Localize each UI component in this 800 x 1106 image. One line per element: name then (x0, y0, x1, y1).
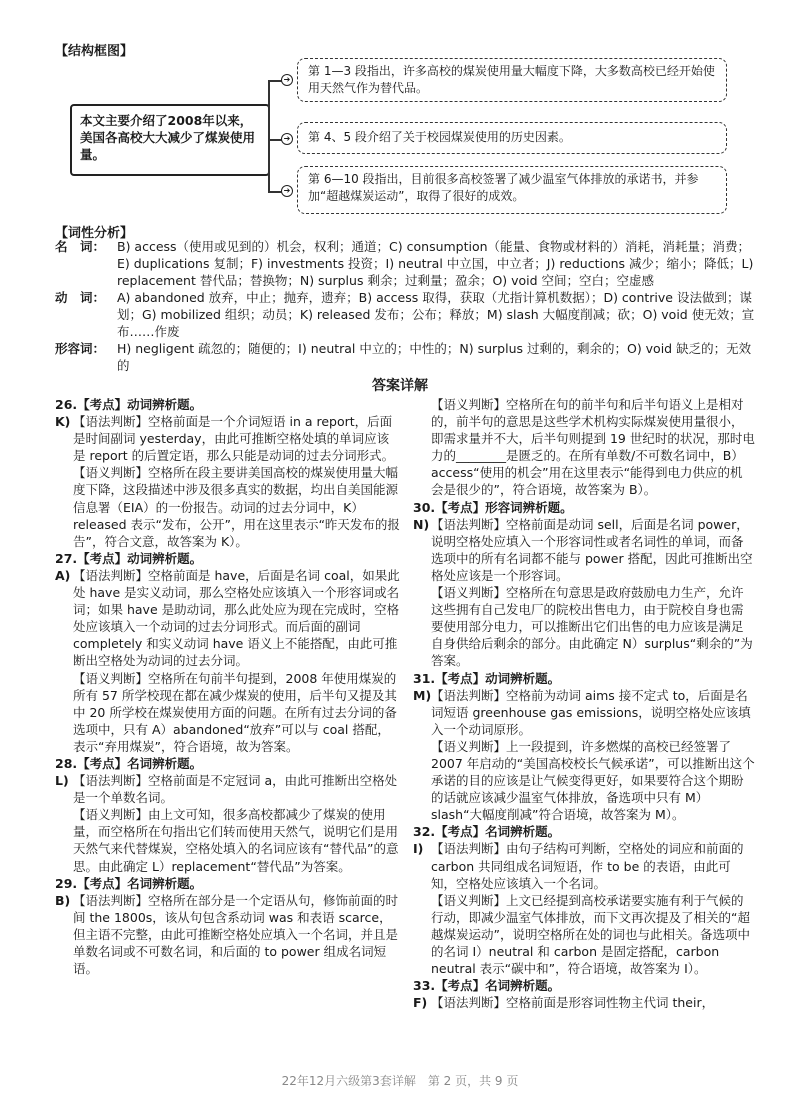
semantic-para: 【语义判断】由上文可知，很多高校都减少了煤炭的使用量，而空格所在句指出它们转而使用天然气，说明它们是用天然气来代替煤炭，空格处填入的名词应该有“替代品”的意思。由此确定 L）replacement“替代品”为答案。 (73, 807, 399, 874)
semantic-para: 【语义判断】上一段提到，许多燃煤的高校已经签署了 2007 年启动的“美国高校校长气候承诺”，可以推断出这个承诺的目的应该是让气候变得更好，如果要符合这个期盼的话就应该减少温室气体排放，备选项中只有 M）slash“大幅度削减”符合语境，故答案为 M）。 (431, 738, 755, 823)
semantic-para: 【语义判断】上文已经提到高校承诺要实施有利于气候的行动，即减少温室气体排放，而下文再次提及了相关的“超越煤炭运动”，说明空格所在处的词也与此相关。备选项中的名词 I）neutral 和 carbon 是固定搭配，carbon neutral 表示“碳中和”，符合语境，故答案为 I）。 (431, 892, 750, 977)
answers-title: 答案详解 (372, 378, 428, 394)
answer-block: B) 【语法判断】空格所在部分是一个定语从句，修饰前面的时间 the 1800s，该从句包含系动词 was 和表语 scarce，但主语不完整，由此可推断空格处应填入一个名词，并且是单数名词或不可数名词，和后面的 to power 组成名词短语。 (55, 892, 399, 977)
right-column (413, 396, 755, 1011)
answer-block: N) 【语法判断】空格前面是动词 sell，后面是名词 power，说明空格处应填入一个形容词性或者名词性的单词，而备选项中的所有名词都不能与 power 搭配，因此可推断出空格处应该是一个形容词。 (413, 516, 753, 583)
arrow-icon: ➔ (281, 133, 293, 145)
left-column (55, 396, 400, 977)
connector-vertical (268, 80, 270, 192)
pos-heading: 【词性分析】 (55, 226, 134, 241)
question-header: 26.【考点】动词辨析题。 (55, 397, 203, 412)
answer-block: K) 【语法判断】空格前面是一个介词短语 in a report，后面是时间副词 yesterday，由此可推断空格处填的单词应该是 report 的后置定语，那么只能是动词的过去分词形式。 (55, 414, 395, 464)
pos-label: 动 词： (55, 290, 106, 305)
page-footer: 22年12月六级第3套详解 第 2 页，共 9 页 (281, 1074, 519, 1088)
question-header: 28.【考点】名词辨析题。 (55, 755, 203, 771)
semantic-para: 【语义判断】空格所在句前半句提到，2008 年使用煤炭的所有 57 所学校现在都在减少煤炭的使用，后半句又提及其中 20 所学校在煤炭使用方面的问题。在所有过去分词的备选项中，只有 A）abandoned“放弃”可以与 coal 搭配，表示“弃用煤炭”，符合语境，故为答案。 (73, 670, 397, 754)
pos-text: B) access（使用或见到的）机会，权利；通道；C) consumption（能量、食物或材料的）消耗，消耗量；消费；E) duplications 复制；F) investments 投资；I) neutral 中立国，中立者；J) reductions 减少；缩小；降低；L) replacement 替代品；替换物；N) surplus 剩余；过剩量；盈余；O) void 空间；空白；空虚感 (117, 239, 754, 288)
semantic-para: 【语义判断】空格所在句意思是政府鼓励电力生产，允许这些拥有自己发电厂的院校出售电力，由于院校自身也需要使用部分电力，可以推断出它们出售的电力应该是满足自身供给后剩余的部分。由此确定 N）surplus“剩余的”为答案。 (431, 585, 753, 669)
answer-block: A) 【语法判断】空格前面是 have，后面是名词 coal，如果此处 have 是实义动词，那么空格处应该填入一个形容词或名词；如果 have 是助动词，那么此处应为现在完成时，空格处应该填入一个动词的过去分词形式。而后面的副词 completely 和实义动词 have 语义上不能搭配，由此可推断出空格处为动词的过去分词。 (55, 567, 400, 669)
question-header: 33.【考点】名词辨析题。 (413, 978, 561, 994)
pos-text: H) negligent 疏忽的；随便的；I) neutral 中立的；中性的；N) surplus 过剩的，剩余的；O) void 缺乏的；无效的 (117, 341, 752, 373)
question-header: 31.【考点】动词辨析题。 (413, 670, 561, 686)
question-header: 32.【考点】名词辨析题。 (413, 824, 561, 840)
arrow-icon: ➔ (281, 74, 293, 86)
pos-row-adj (55, 340, 755, 374)
arrow-icon: ➔ (281, 185, 293, 197)
question-header: 27.【考点】动词辨析题。 (55, 550, 203, 566)
structure-heading: 【结构框图】 (55, 44, 134, 59)
pos-section (55, 238, 755, 374)
pos-label: 形容词： (55, 341, 106, 356)
answer-block: L) 【语法判断】空格前面是不定冠词 a，由此可推断出空格处是一个单数名词。 (55, 773, 398, 806)
branch-box-2: 第 4、5 段介绍了关于校园煤炭使用的历史因素。 (297, 122, 727, 154)
semantic-para: 【语义判断】空格所在段主要讲美国高校的煤炭使用量大幅度下降，这段描述中涉及很多真实的数据，均出自美国能源信息署（EIA）的一份报告。动词的过去分词中，K）released 表示“发布，公开”，用在这里表示“昨天发布的报告”，符合文意，故答案为 K）。 (73, 465, 400, 549)
answer-block: I) 【语法判断】由句子结构可判断，空格处的词应和前面的 carbon 共同组成名词短语，作 to be 的表语，由此可知，空格处应该填入一个名词。 (413, 841, 744, 891)
branch-box-1: 第 1—3 段指出，许多高校的煤炭使用量大幅度下降，大多数高校已经开始使用天然气作为替代品。 (297, 58, 727, 102)
question-header: 29.【考点】名词辨析题。 (55, 875, 203, 891)
pos-row-verb (55, 289, 755, 340)
pos-text: A) abandoned 放弃，中止；抛弃，遗弃；B) access 取得，获取（尤指计算机数据）；D) contrive 设法做到；谋划；G) mobilized 组织；动员；K) released 发布；公布；释放；M) slash 大幅度削减；砍；O) void 使无效；宣布……作废 (117, 290, 755, 339)
question-header: 30.【考点】形容词辨析题。 (413, 499, 573, 515)
answer-block: F) 【语法判断】空格前面是形容词性物主代词 their， (413, 995, 715, 1011)
answer-block: M) 【语法判断】空格前为动词 aims 接不定式 to，后面是名词短语 greenhouse gas emissions，说明空格处应该填入一个动词原形。 (413, 687, 751, 737)
semantic-para: 【语义判断】空格所在句的前半句和后半句语义上是相对的，前半句的意思是这些学术机构实际煤炭使用量很小，即需求量并不大，后半句则提到 19 世纪时的状况，那时电力的________是匮乏的。在所有单数/不可数名词中，B）access“使用的机会”用在这里表示“能得到电力供应的机会是很少的”，符合语境，故答案为 B）。 (431, 397, 755, 498)
summary-box: 本文主要介绍了2008年以来，美国各高校大大减少了煤炭使用量。 (70, 104, 270, 176)
pos-label: 名 词： (55, 239, 106, 254)
pos-row-noun (55, 238, 755, 289)
branch-box-3: 第 6—10 段指出，目前很多高校签署了减少温室气体排放的承诺书，并参加“超越煤炭运动”，取得了很好的成效。 (297, 166, 727, 214)
